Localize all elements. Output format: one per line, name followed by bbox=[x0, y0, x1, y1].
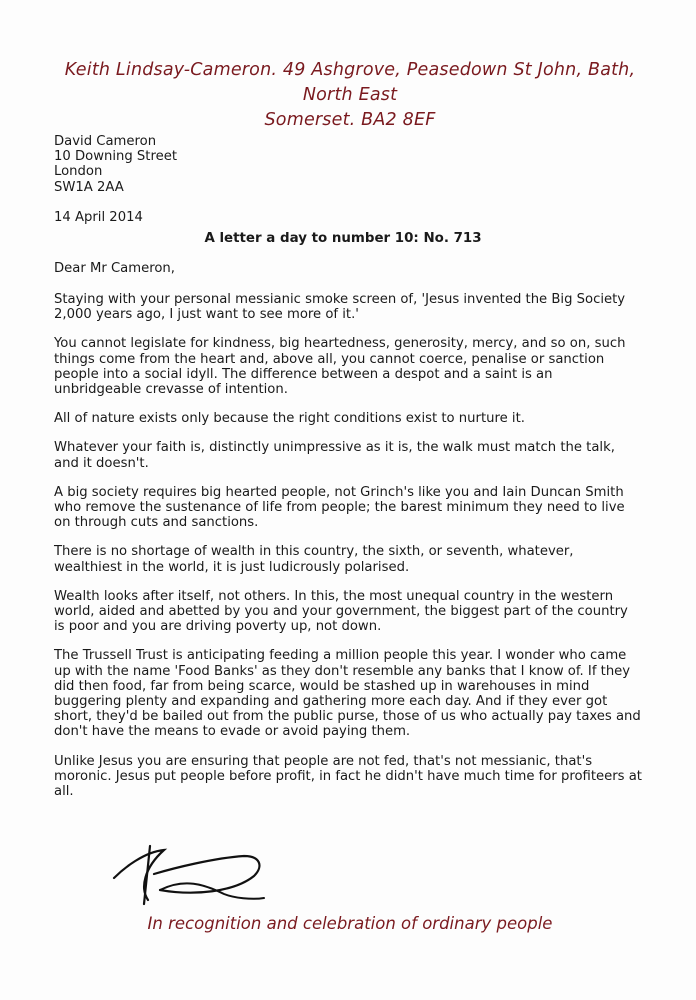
recipient-address bbox=[54, 134, 177, 195]
letterhead-line-2: Somerset. BA2 8EF bbox=[264, 110, 436, 130]
paragraph: There is no shortage of wealth in this country, the sixth, or seventh, whatever, wealthiest in the world, it is just ludicrously polarised. bbox=[54, 544, 574, 575]
letter-subject: A letter a day to number 10: No. 713 bbox=[204, 231, 482, 246]
paragraph: Wealth looks after itself, not others. In this, the most unequal country in the western world, aided and abetted by you and your government, the biggest part of the country is poor and you are driving poverty up, not down. bbox=[54, 588, 628, 635]
letterhead-line-1: Keith Lindsay-Cameron. 49 Ashgrove, Peasedown St John, Bath, North East bbox=[64, 60, 636, 105]
paragraph: Unlike Jesus you are ensuring that people are not fed, that's not messianic, that's moronic. Jesus put people before profit, in fact he didn't have much time for profiteers at all. bbox=[54, 753, 642, 800]
letter-date: 14 April 2014 bbox=[54, 210, 143, 225]
letter-body bbox=[54, 292, 642, 813]
letterhead bbox=[40, 58, 660, 133]
paragraph: A big society requires big hearted people, not Grinch's like you and Iain Duncan Smith who remove the sustenance of life from people; the barest minimum they need to live on through cuts and sanctions. bbox=[54, 484, 625, 531]
recipient-street: 10 Downing Street bbox=[54, 149, 177, 165]
footer-tagline: In recognition and celebration of ordinary people bbox=[147, 914, 553, 933]
paragraph: The Trussell Trust is anticipating feeding a million people this year. I wonder who came up with the name 'Food Banks' as they don't resemble any banks that I know of. If they did then food, far from being scarce, would be stashed up in warehouses in mind buggering plenty and expanding and gathering more each day. And if they ever got short, they'd be bailed out from the public purse, those of us who actually pay taxes and don't have the means to evade or avoid paying them. bbox=[54, 648, 641, 740]
paragraph: You cannot legislate for kindness, big heartedness, generosity, mercy, and so on, such things come from the heart and, above all, you cannot coerce, penalise or sanction people into a social idyll. The difference between a despot and a saint is an unbridgeable crevasse of intention. bbox=[54, 336, 626, 398]
paragraph: Whatever your faith is, distinctly unimpressive as it is, the walk must match the talk, and it doesn't. bbox=[54, 440, 615, 471]
handwritten-signature bbox=[104, 838, 274, 910]
paragraph: All of nature exists only because the right conditions exist to nurture it. bbox=[54, 411, 525, 427]
recipient-postcode: SW1A 2AA bbox=[54, 179, 124, 195]
recipient-city: London bbox=[54, 164, 103, 180]
salutation: Dear Mr Cameron, bbox=[54, 261, 175, 276]
recipient-name: David Cameron bbox=[54, 134, 157, 149]
paragraph: Staying with your personal messianic smoke screen of, 'Jesus invented the Big Society 2,000 years ago, I just want to see more of it.' bbox=[54, 292, 626, 323]
